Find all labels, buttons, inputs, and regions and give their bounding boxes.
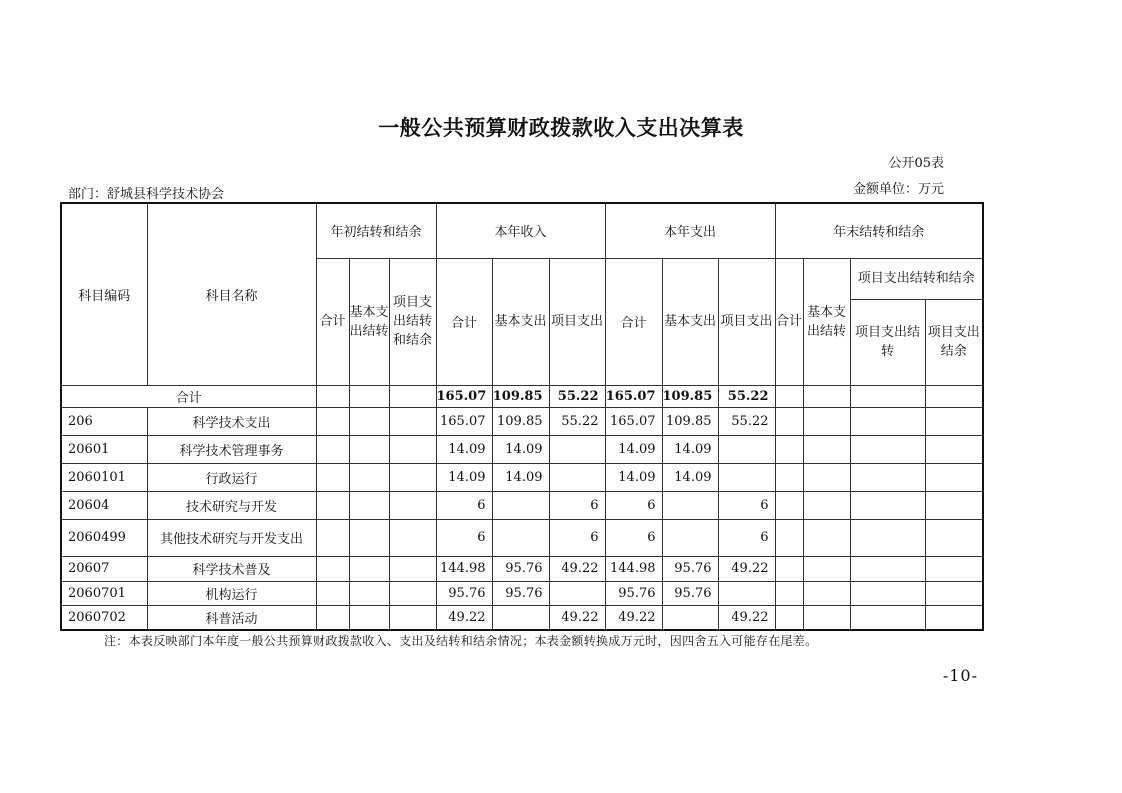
header-code: 科目编码 bbox=[61, 203, 147, 385]
total-label: 合计 bbox=[61, 385, 316, 407]
row-exp-basic: 14.09 bbox=[662, 463, 718, 491]
row-inc-project: 55.22 bbox=[549, 407, 605, 435]
table-row bbox=[61, 519, 983, 556]
page-title: 一般公共预算财政拨款收入支出决算表 bbox=[378, 116, 744, 140]
header-inc-total: 合计 bbox=[436, 258, 492, 385]
header-exp-total: 合计 bbox=[605, 258, 662, 385]
row-name: 行政运行 bbox=[147, 463, 316, 491]
row-inc-project: 6 bbox=[549, 491, 605, 519]
row-inc-project: 49.22 bbox=[549, 556, 605, 581]
row-code: 20604 bbox=[61, 491, 147, 519]
row-code: 2060701 bbox=[61, 581, 147, 605]
row-code: 20607 bbox=[61, 556, 147, 581]
row-exp-project bbox=[718, 581, 775, 605]
row-exp-basic: 95.76 bbox=[662, 556, 718, 581]
budget-table bbox=[60, 202, 984, 631]
row-inc-basic: 14.09 bbox=[492, 463, 549, 491]
row-code: 2060702 bbox=[61, 605, 147, 630]
row-inc-project bbox=[549, 463, 605, 491]
total-inc-basic: 109.85 bbox=[492, 385, 549, 407]
header-end-total: 合计 bbox=[775, 258, 803, 385]
header-exp-project: 项目支出 bbox=[718, 258, 775, 385]
row-inc-basic: 95.76 bbox=[492, 556, 549, 581]
total-exp-project: 55.22 bbox=[718, 385, 775, 407]
table-body bbox=[61, 385, 983, 630]
row-exp-total: 165.07 bbox=[605, 407, 662, 435]
table-header bbox=[61, 203, 983, 385]
header-end-proj-balance: 项目支出结余 bbox=[925, 299, 983, 385]
header-group-income: 本年收入 bbox=[436, 203, 605, 258]
total-row bbox=[61, 385, 983, 407]
department-label: 部门：舒城县科学技术协会 bbox=[68, 187, 225, 202]
header-end-project-group: 项目支出结转和结余 bbox=[850, 258, 983, 299]
row-code: 2060499 bbox=[61, 519, 147, 556]
row-exp-total: 6 bbox=[605, 519, 662, 556]
row-code: 2060101 bbox=[61, 463, 147, 491]
row-inc-project bbox=[549, 581, 605, 605]
row-inc-basic: 95.76 bbox=[492, 581, 549, 605]
header-exp-basic: 基本支出 bbox=[662, 258, 718, 385]
header-group-begin: 年初结转和结余 bbox=[316, 203, 436, 258]
row-exp-total: 95.76 bbox=[605, 581, 662, 605]
total-exp-total: 165.07 bbox=[605, 385, 662, 407]
row-name: 其他技术研究与开发支出 bbox=[147, 519, 316, 556]
row-inc-total: 49.22 bbox=[436, 605, 492, 630]
row-inc-basic: 14.09 bbox=[492, 435, 549, 463]
row-inc-basic: 109.85 bbox=[492, 407, 549, 435]
table-row bbox=[61, 463, 983, 491]
table-row bbox=[61, 491, 983, 519]
row-inc-total: 165.07 bbox=[436, 407, 492, 435]
header-end-basic: 基本支出结转 bbox=[803, 258, 850, 385]
row-name: 科学技术管理事务 bbox=[147, 435, 316, 463]
form-number: 公开05表 bbox=[888, 156, 944, 171]
header-end-proj-carry: 项目支出结转 bbox=[850, 299, 925, 385]
total-inc-project: 55.22 bbox=[549, 385, 605, 407]
row-name: 科学技术支出 bbox=[147, 407, 316, 435]
row-name: 技术研究与开发 bbox=[147, 491, 316, 519]
table-row bbox=[61, 581, 983, 605]
row-exp-basic: 14.09 bbox=[662, 435, 718, 463]
header-begin-basic: 基本支出结转 bbox=[349, 258, 389, 385]
table-note: 注：本表反映部门本年度一般公共预算财政拨款收入、支出及结转和结余情况；本表金额转换成万元时，因四舍五入可能存在尾差。 bbox=[104, 634, 818, 648]
row-inc-total: 14.09 bbox=[436, 463, 492, 491]
row-exp-project: 49.22 bbox=[718, 556, 775, 581]
row-inc-total: 6 bbox=[436, 491, 492, 519]
table-row bbox=[61, 605, 983, 630]
row-exp-project: 6 bbox=[718, 491, 775, 519]
page-number: -10- bbox=[942, 666, 978, 685]
table-row bbox=[61, 435, 983, 463]
table-row bbox=[61, 407, 983, 435]
total-exp-basic: 109.85 bbox=[662, 385, 718, 407]
row-name: 机构运行 bbox=[147, 581, 316, 605]
row-exp-total: 144.98 bbox=[605, 556, 662, 581]
header-group-end: 年末结转和结余 bbox=[775, 203, 983, 258]
header-inc-project: 项目支出 bbox=[549, 258, 605, 385]
row-inc-total: 95.76 bbox=[436, 581, 492, 605]
row-exp-project bbox=[718, 463, 775, 491]
table-row bbox=[61, 556, 983, 581]
row-exp-basic bbox=[662, 605, 718, 630]
total-inc-total: 165.07 bbox=[436, 385, 492, 407]
row-exp-basic bbox=[662, 519, 718, 556]
header-begin-project: 项目支出结转和结余 bbox=[389, 258, 436, 385]
row-name: 科学技术普及 bbox=[147, 556, 316, 581]
row-exp-project: 55.22 bbox=[718, 407, 775, 435]
row-exp-project: 49.22 bbox=[718, 605, 775, 630]
row-exp-total: 14.09 bbox=[605, 463, 662, 491]
row-inc-total: 6 bbox=[436, 519, 492, 556]
row-code: 206 bbox=[61, 407, 147, 435]
row-inc-project: 49.22 bbox=[549, 605, 605, 630]
row-inc-basic bbox=[492, 605, 549, 630]
row-code: 20601 bbox=[61, 435, 147, 463]
row-exp-total: 14.09 bbox=[605, 435, 662, 463]
row-exp-basic: 109.85 bbox=[662, 407, 718, 435]
row-inc-total: 14.09 bbox=[436, 435, 492, 463]
row-inc-basic bbox=[492, 519, 549, 556]
row-inc-basic bbox=[492, 491, 549, 519]
row-exp-basic: 95.76 bbox=[662, 581, 718, 605]
row-name: 科普活动 bbox=[147, 605, 316, 630]
row-inc-project bbox=[549, 435, 605, 463]
amount-unit-label: 金额单位：万元 bbox=[852, 182, 944, 197]
row-exp-project: 6 bbox=[718, 519, 775, 556]
header-begin-total: 合计 bbox=[316, 258, 349, 385]
row-inc-project: 6 bbox=[549, 519, 605, 556]
header-inc-basic: 基本支出 bbox=[492, 258, 549, 385]
header-group-expend: 本年支出 bbox=[605, 203, 775, 258]
row-exp-total: 6 bbox=[605, 491, 662, 519]
row-exp-basic bbox=[662, 491, 718, 519]
header-name: 科目名称 bbox=[147, 203, 316, 385]
row-exp-total: 49.22 bbox=[605, 605, 662, 630]
row-inc-total: 144.98 bbox=[436, 556, 492, 581]
row-exp-project bbox=[718, 435, 775, 463]
